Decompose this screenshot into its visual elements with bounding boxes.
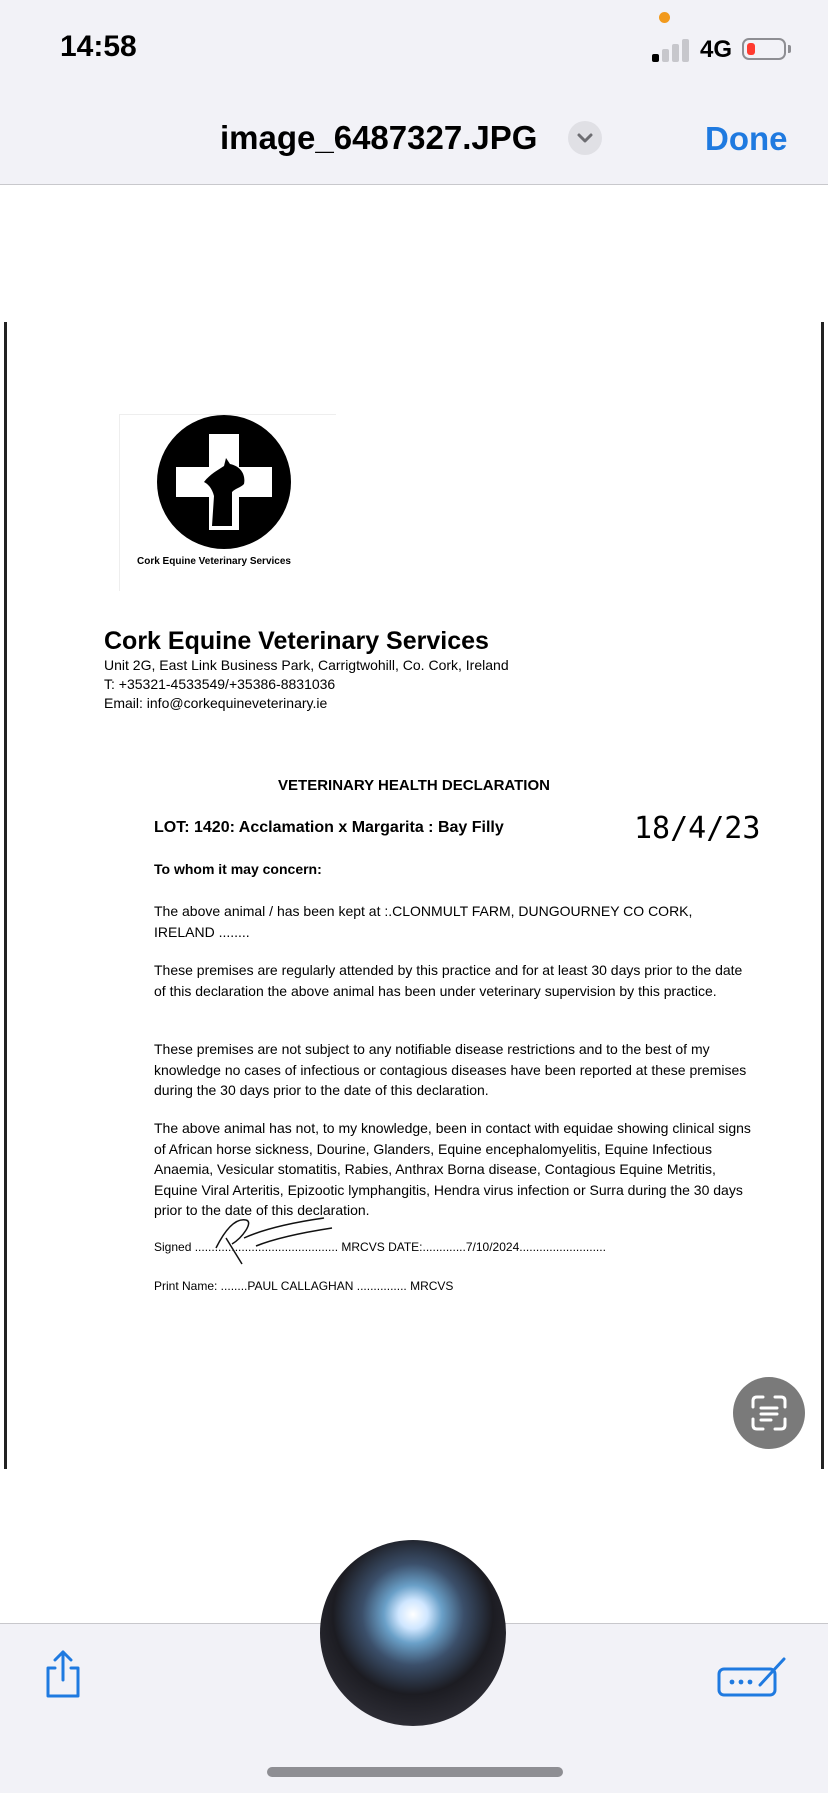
practice-name: Cork Equine Veterinary Services	[104, 627, 489, 655]
file-title[interactable]: image_6487327.JPG	[220, 119, 538, 156]
markup-icon[interactable]	[716, 1655, 788, 1699]
practice-logo	[154, 414, 294, 550]
practice-phone: T: +35321-4533549/+35386-8831036	[104, 676, 336, 692]
done-button[interactable]: Done	[705, 120, 788, 157]
live-text-icon[interactable]	[733, 1377, 805, 1449]
home-indicator[interactable]	[267, 1767, 563, 1777]
chevron-down-icon[interactable]	[568, 121, 602, 155]
declaration-title: VETERINARY HEALTH DECLARATION	[278, 777, 550, 794]
paragraph-no-contact: The above animal has not, to my knowledge, been in contact with equidae showing clinical signs of African horse sickness, Dourine, Glanders, Equine encephalomyelitis, Equine Infectious Anaemia, Vesicular stomatitis, Rabies, Anthrax Borna disease, Contagious Equine Metritis, Equine Viral Arteritis, Epizootic lymphangitis, Hendra virus infection or Surra during the 30 days prior to the date of this declaration.	[154, 1120, 751, 1218]
signed-line: Signed ........................................... MRCVS DATE:.............7/10/2024..........................	[154, 1240, 606, 1254]
mic-indicator-dot	[659, 12, 670, 23]
logo-caption: Cork Equine Veterinary Services	[137, 556, 291, 567]
handwritten-date: 18/4/23	[634, 811, 761, 846]
battery-icon	[742, 38, 786, 60]
paragraph-supervision: These premises are regularly attended by this practice and for at least 30 days prior to the date of this declaration the above animal has been under veterinary supervision by this practice.	[154, 962, 743, 999]
handwritten-signature	[196, 1208, 336, 1268]
paragraph-kept-at: The above animal / has been kept at :.CLONMULT FARM, DUNGOURNEY CO CORK, IRELAND ........	[154, 903, 693, 940]
share-icon[interactable]	[40, 1648, 86, 1700]
network-type: 4G	[700, 36, 733, 63]
paragraph-no-restrictions: These premises are not subject to any notifiable disease restrictions and to the best of my knowledge no cases of infectious or contagious diseases have been reported at these premises during the 30 days prior to the date of this declaration.	[154, 1041, 747, 1098]
salutation: To whom it may concern:	[154, 861, 322, 877]
siri-orb	[320, 1540, 506, 1726]
print-name-line: Print Name: ........PAUL CALLAGHAN ............... MRCVS	[154, 1279, 454, 1293]
practice-email: Email: info@corkequineveterinary.ie	[104, 695, 328, 711]
battery-cap	[788, 45, 791, 53]
lot-line: LOT: 1420: Acclamation x Margarita : Bay Filly	[154, 819, 504, 836]
battery-level-fill	[747, 43, 755, 55]
cellular-signal-icon	[652, 38, 690, 62]
practice-address: Unit 2G, East Link Business Park, Carrigtwohill, Co. Cork, Ireland	[104, 657, 509, 673]
status-time: 14:58	[60, 30, 137, 63]
